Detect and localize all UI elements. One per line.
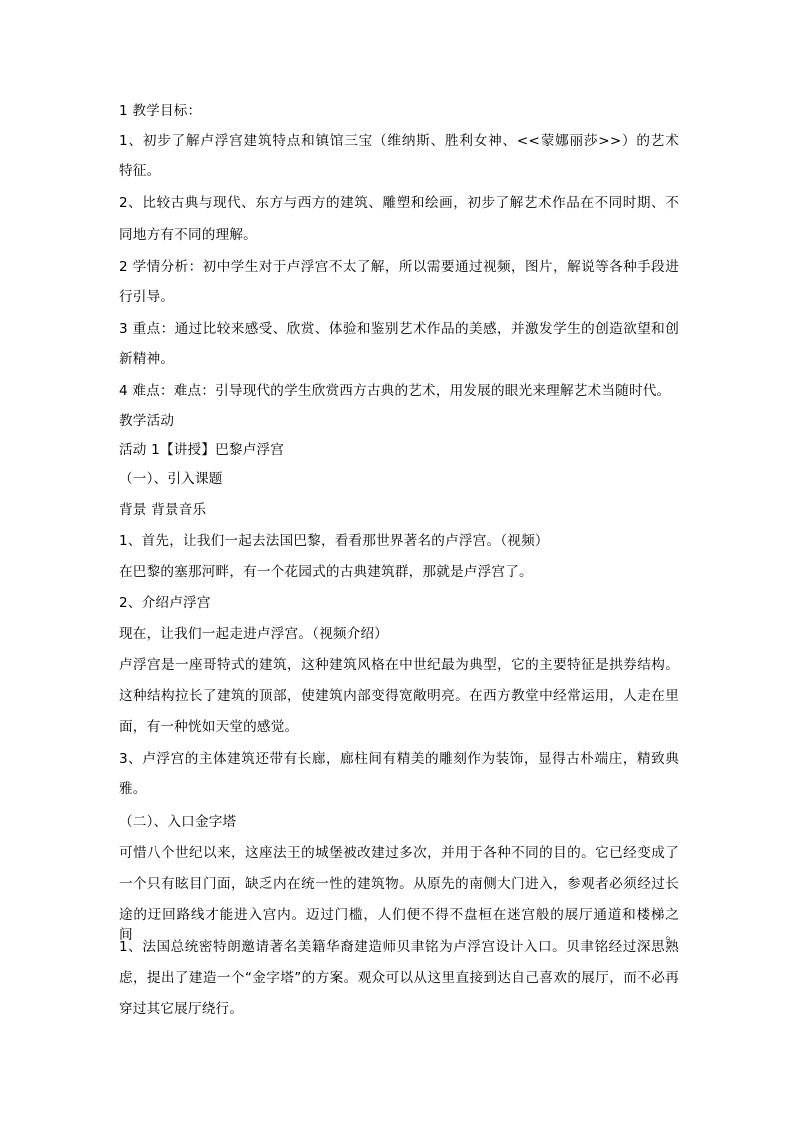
pei-para-line-1: 1、法国总统密特朗邀请著名美籍华裔建造师贝聿铭为卢浮宫设计入口。贝聿铭经过深思熟 [119, 939, 679, 955]
section-1-title: （一）、引入课题 [119, 471, 223, 487]
background-line: 背景 背景音乐 [119, 502, 207, 518]
step-2-title: 2、介绍卢浮宫 [119, 595, 211, 611]
heading-teaching-goals: 1 教学目标： [119, 103, 202, 119]
goal-1-line-1: 1、初步了解卢浮宫建筑特点和镇馆三宝（维纳斯、胜利女神、<<蒙娜丽莎>>）的艺术 [119, 133, 679, 149]
analysis-line-2: 行引导。 [119, 289, 175, 305]
pei-para-line-2: 虑，提出了建造一个“金字塔”的方案。观众可以从这里直接到达自己喜欢的展厅，而不必再 [119, 970, 679, 986]
analysis-line-1: 2 学情分析：初中学生对于卢浮宫不太了解，所以需要通过视频，图片，解说等各种手段进 [119, 259, 679, 275]
pyramid-para-line-3: 途的迂回路线才能进入宫内。迈过门槛，人们便不得不盘桓在迷宫般的展厅通道和楼梯之间。 [119, 907, 679, 943]
step-1-line: 1、首先，让我们一起去法国巴黎，看看那世界著名的卢浮宫。（视频） [119, 533, 549, 549]
pyramid-para-line-1: 可惜八个世纪以来，这座法王的城堡被改建过多次，并用于各种不同的目的。它已经变成了 [119, 845, 679, 861]
goal-1-line-2: 特征。 [119, 163, 161, 179]
louvre-para-line-3: 面，有一种恍如天堂的感觉。 [119, 719, 299, 735]
step-2-intro: 现在，让我们一起走进卢浮宫。（视频介绍） [119, 626, 389, 642]
key-point-line-2: 新精神。 [119, 351, 175, 367]
louvre-para-line-2: 这种结构拉长了建筑的顶部，使建筑内部变得宽敞明亮。在西方教堂中经常运用，人走在里 [119, 688, 679, 704]
difficulty-line: 4 难点：难点：引导现代的学生欣赏西方古典的艺术，用发展的眼光来理解艺术当随时代。 [119, 383, 671, 399]
step-1-description: 在巴黎的塞那河畔，有一个花园式的古典建筑群，那就是卢浮宫了。 [119, 564, 533, 580]
louvre-para-line-1: 卢浮宫是一座哥特式的建筑，这种建筑风格在中世纪最为典型，它的主要特征是拱券结构。 [119, 657, 679, 673]
heading-teaching-activities: 教学活动 [119, 413, 175, 429]
key-point-line-1: 3 重点：通过比较来感受、欣赏、体验和鉴别艺术作品的美感，并激发学生的创造欲望和创 [119, 321, 679, 337]
goal-2-line-1: 2、比较古典与现代、东方与西方的建筑、雕塑和绘画，初步了解艺术作品在不同时期、不 [119, 195, 679, 211]
pyramid-para-line-2: 一个只有眩目门面，缺乏内在统一性的建筑物。从原先的南侧大门进入，参观者必须经过长 [119, 876, 679, 892]
pei-para-line-3: 穿过其它展厅绕行。 [119, 1001, 244, 1017]
goal-2-line-2: 同地方有不同的理解。 [119, 227, 257, 243]
step-3-line-2: 雅。 [119, 781, 147, 797]
activity-1-title: 活动 1【讲授】巴黎卢浮宫 [119, 442, 285, 458]
step-3-line-1: 3、卢浮宫的主体建筑还带有长廊，廊柱间有精美的雕刻作为装饰，显得古朴端庄，精致典 [119, 751, 679, 767]
section-2-title: （二）、入口金字塔 [119, 814, 237, 830]
